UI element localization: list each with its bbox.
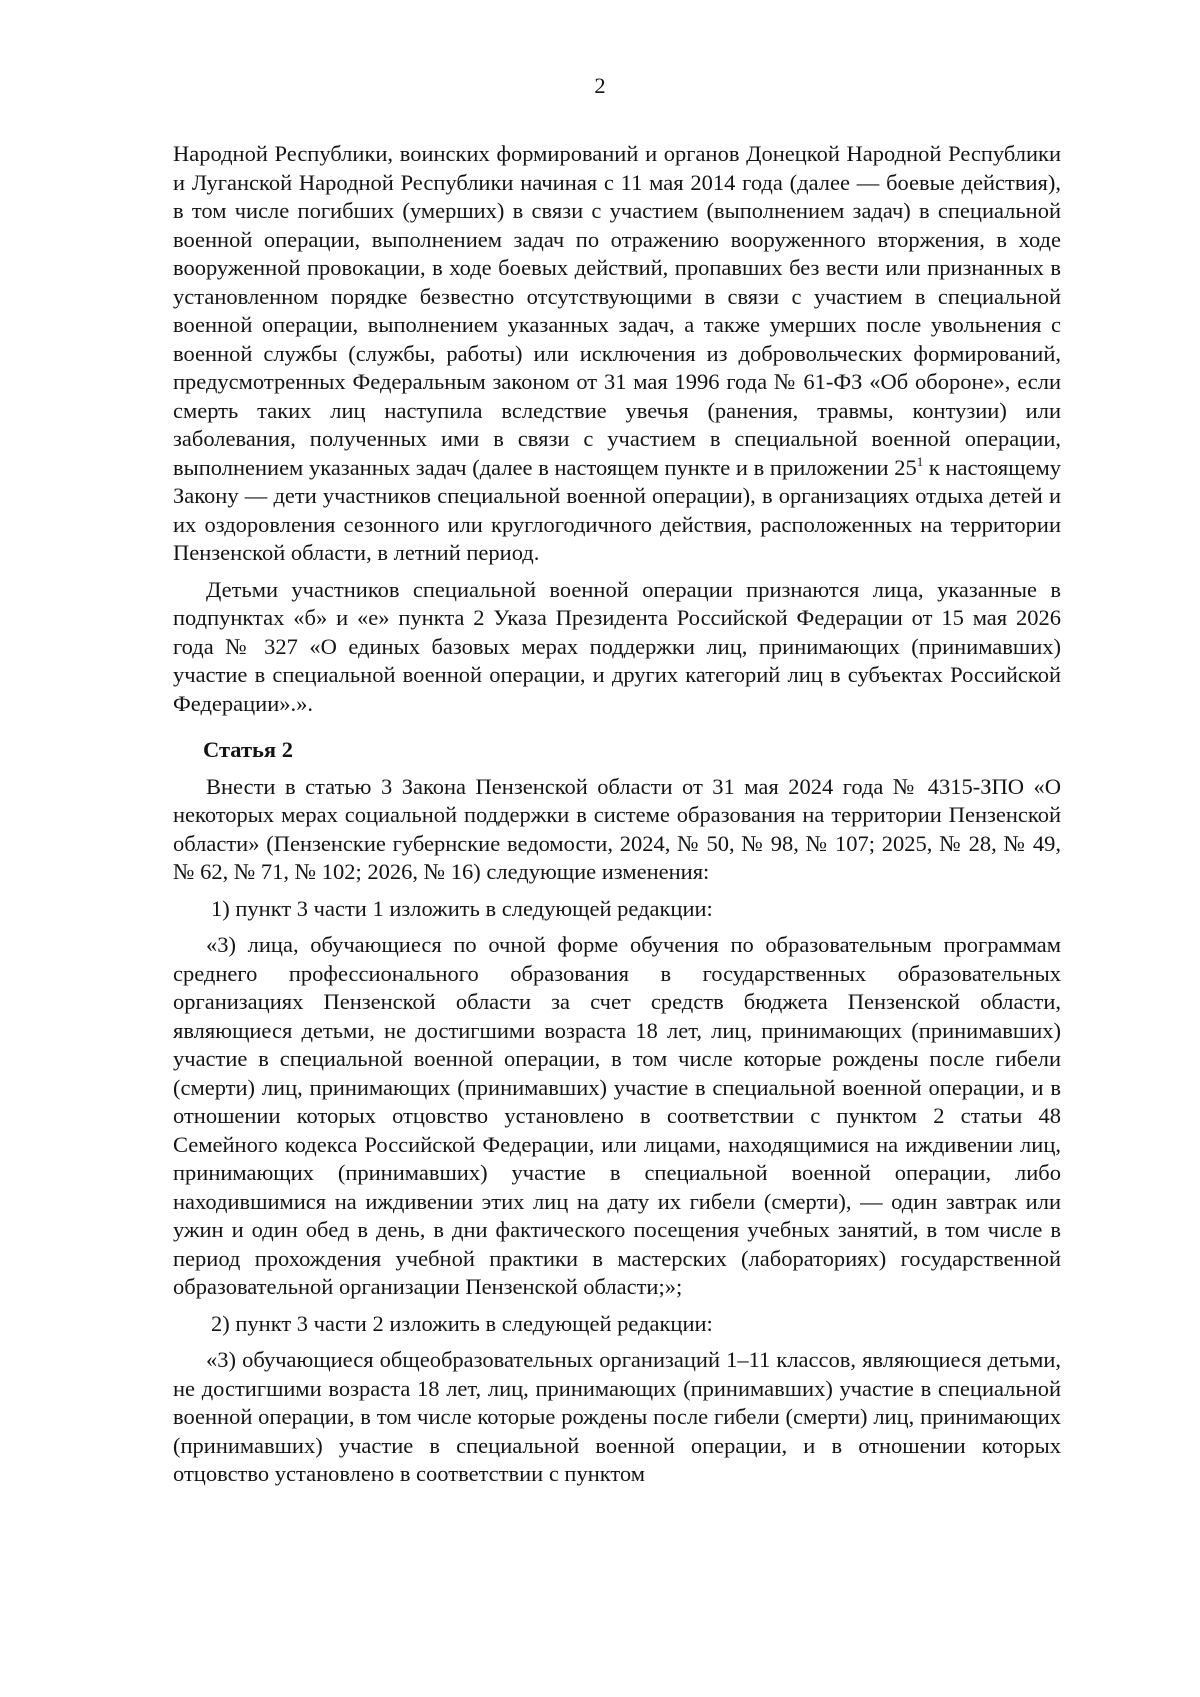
paragraph-continuation-text-1: Народной Республики, воинских формирований и органов Донецкой Народной Республики и Луганской Народной Республики начиная с 11 мая 2014 года (далее — боевые действия), в том числе погибших (умерших) в связи с участием (выполнением задач) в специальной военной операции, выполнением задач по отражению вооруженного вторжения, в ходе вооруженной провокации, в ходе боевых действий, пропавших без вести или признанных в установленном порядке безвестно отсутствующими в связи с участием в специальной военной операции, выполнением указанных задач, а также умерших после увольнения с военной службы (службы, работы) или исключения из добровольческих формирований, предусмотренных Федеральным законом от 31 мая 1996 года № 61-ФЗ «Об обороне», если смерть таких лиц наступила вследствие увечья (ранения, травмы, контузии) или заболевания, полученных ими в связи с участием в специальной военной операции, выполнением указанных задач (далее в настоящем пункте и в приложении 25 xyxy=(173,141,1061,480)
page-number: 2 xyxy=(594,73,606,98)
amendment-item-2-text: «3) обучающиеся общеобразовательных организаций 1–11 классов, являющиеся детьми, не достигшими возраста 18 лет, лиц, принимающих (принимавших) участие в специальной военной операции, в том числе которые рождены после гибели (смерти) лиц, принимающих (принимавших) участие в специальной военной операции, и в отношении которых отцовство установлено в соответствии с пунктом xyxy=(173,1347,1061,1486)
article-heading: Статья 2 xyxy=(203,737,293,762)
article-intro-paragraph: Внести в статью 3 Закона Пензенской области от 31 мая 2024 года № 4315-ЗПО «О некоторых мерах социальной поддержки в системе образования на территории Пензенской области» (Пензенские губернские ведомости, 2024, № 50, № 98, № 107; 2025, № 28, № 49, № 62, № 71, № 102; 2026, № 16) следующие изменения: xyxy=(173,773,1061,884)
paragraph-continuation xyxy=(173,140,1061,568)
amendment-item-1: 1) пункт 3 части 1 изложить в следующей редакции: xyxy=(211,895,713,921)
paragraph-children-definition: Детьми участников специальной военной операции признаются лица, указанные в подпунктах «б» и «е» пункта 2 Указа Президента Российской Федерации от 15 мая 2026 года № 327 «О единых базовых мерах поддержки лиц, принимающих (принимавших) участие в специальной военной операции, и других категорий лиц в субъектах Российской Федерации».». xyxy=(173,576,1061,716)
amendment-item-1-text: «3) лица, обучающиеся по очной форме обучения по образовательным программам среднего профессионального образования в государственных образовательных организациях Пензенской области за счет средств бюджета Пензенской области, являющиеся детьми, не достигшими возраста 18 лет, лиц, принимающих (принимавших) участие в специальной военной операции, в том числе которые рождены после гибели (смерти) лиц, принимающих (принимавших) участие в специальной военной операции, и в отношении которых отцовство установлено в соответствии с пунктом 2 статьи 48 Семейного кодекса Российской Федерации, или лицами, находящимися на иждивении лиц, принимающих (принимавших) участие в специальной военной операции, либо находившимися на иждивении этих лиц на дату их гибели (смерти), — один завтрак или ужин и один обед в день, в дни фактического посещения учебных занятий, в том числе в период прохождения учебной практики в мастерских (лабораториях) государственной образовательной организации Пензенской области;»; xyxy=(173,932,1061,1299)
document-body xyxy=(173,140,1061,1497)
superscript-annex-number: 1 xyxy=(916,453,924,469)
amendment-item-2: 2) пункт 3 части 2 изложить в следующей редакции: xyxy=(211,1310,713,1336)
paragraph-continuation-text-2: к настоящему Закону — дети участников специальной военной операции), в организациях отдыха детей и их оздоровления сезонного или круглогодичного действия, расположенных на территории Пензенской области, в летний период. xyxy=(173,454,1062,565)
